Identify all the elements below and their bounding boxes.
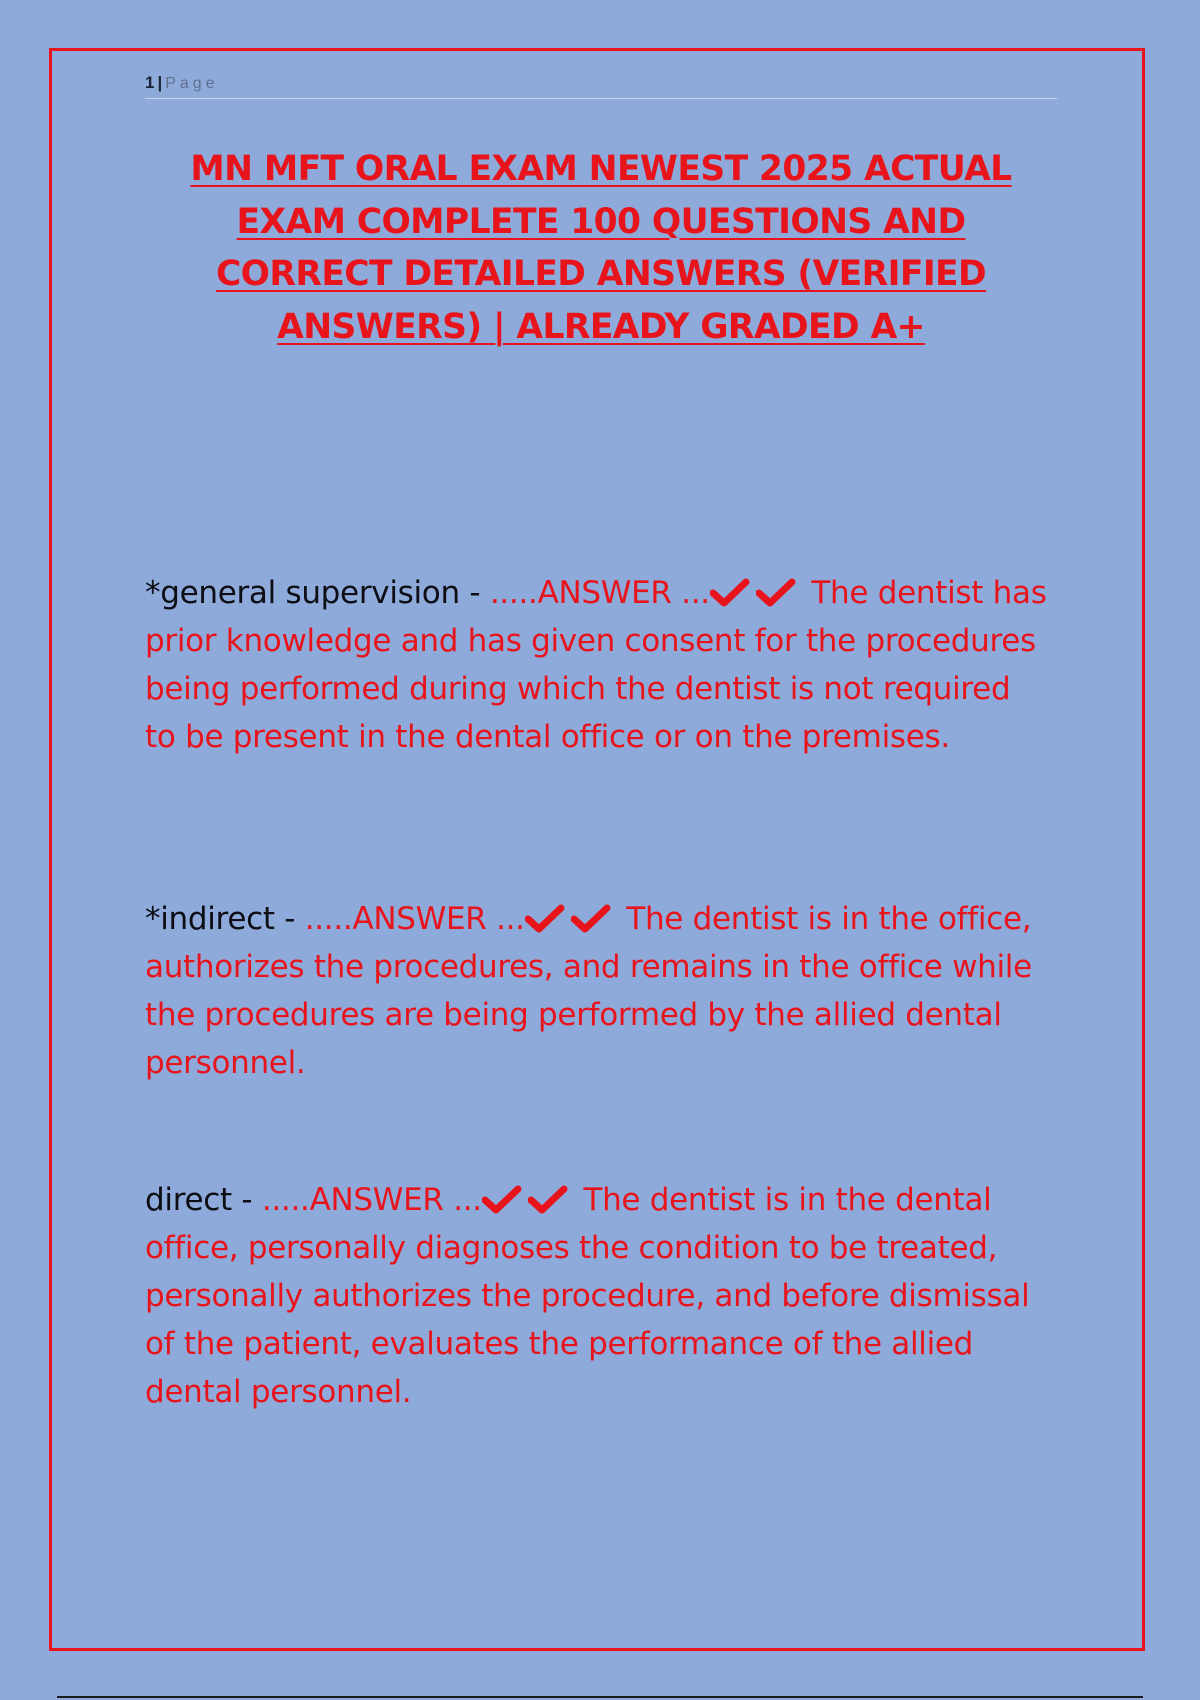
check-icon: [571, 904, 611, 934]
check-icon: [756, 578, 796, 608]
bottom-rule: [57, 1696, 1143, 1698]
check-icon: [482, 1185, 522, 1215]
qa-entry: [145, 569, 1050, 761]
entry-definition: The dentist is in the dental office, personally diagnoses the condition to be treated, personally authorizes the procedure, and before dismissal of the patient, evaluates the performance of the allied dental personnel.: [145, 1182, 1030, 1410]
title-line: MN MFT ORAL EXAM NEWEST 2025 ACTUAL: [190, 149, 1012, 189]
entry-term: direct -: [145, 1182, 253, 1218]
entry-definition: The dentist has prior knowledge and has given consent for the procedures being performed during which the dentist is not required to be present in the dental office or on the premises.: [145, 575, 1047, 755]
title-line: EXAM COMPLETE 100 QUESTIONS AND: [236, 201, 966, 242]
qa-entry: [145, 895, 1050, 1087]
check-icon: [528, 1185, 568, 1215]
entry-definition: The dentist is in the office, authorizes the procedures, and remains in the office while the procedures are being performed by the allied dental personnel.: [145, 901, 1032, 1081]
check-icon: [710, 578, 750, 608]
page-separator: |: [157, 73, 163, 92]
answer-marker: .....ANSWER ...: [304, 901, 525, 937]
title-line: CORRECT DETAILED ANSWERS (VERIFIED: [215, 254, 987, 294]
document-title: [145, 143, 1057, 353]
qa-entry: [145, 1176, 1050, 1416]
page-number: 1: [145, 73, 155, 92]
entry-term: *indirect -: [145, 901, 296, 937]
check-icon: [525, 904, 565, 934]
title-line: ANSWERS) | ALREADY GRADED A+: [277, 306, 925, 347]
page-word: Page: [165, 75, 219, 92]
entry-term: *general supervision -: [145, 575, 481, 611]
page-header: [145, 72, 1057, 99]
answer-marker: .....ANSWER ...: [489, 575, 710, 611]
answer-marker: .....ANSWER ...: [261, 1182, 482, 1218]
